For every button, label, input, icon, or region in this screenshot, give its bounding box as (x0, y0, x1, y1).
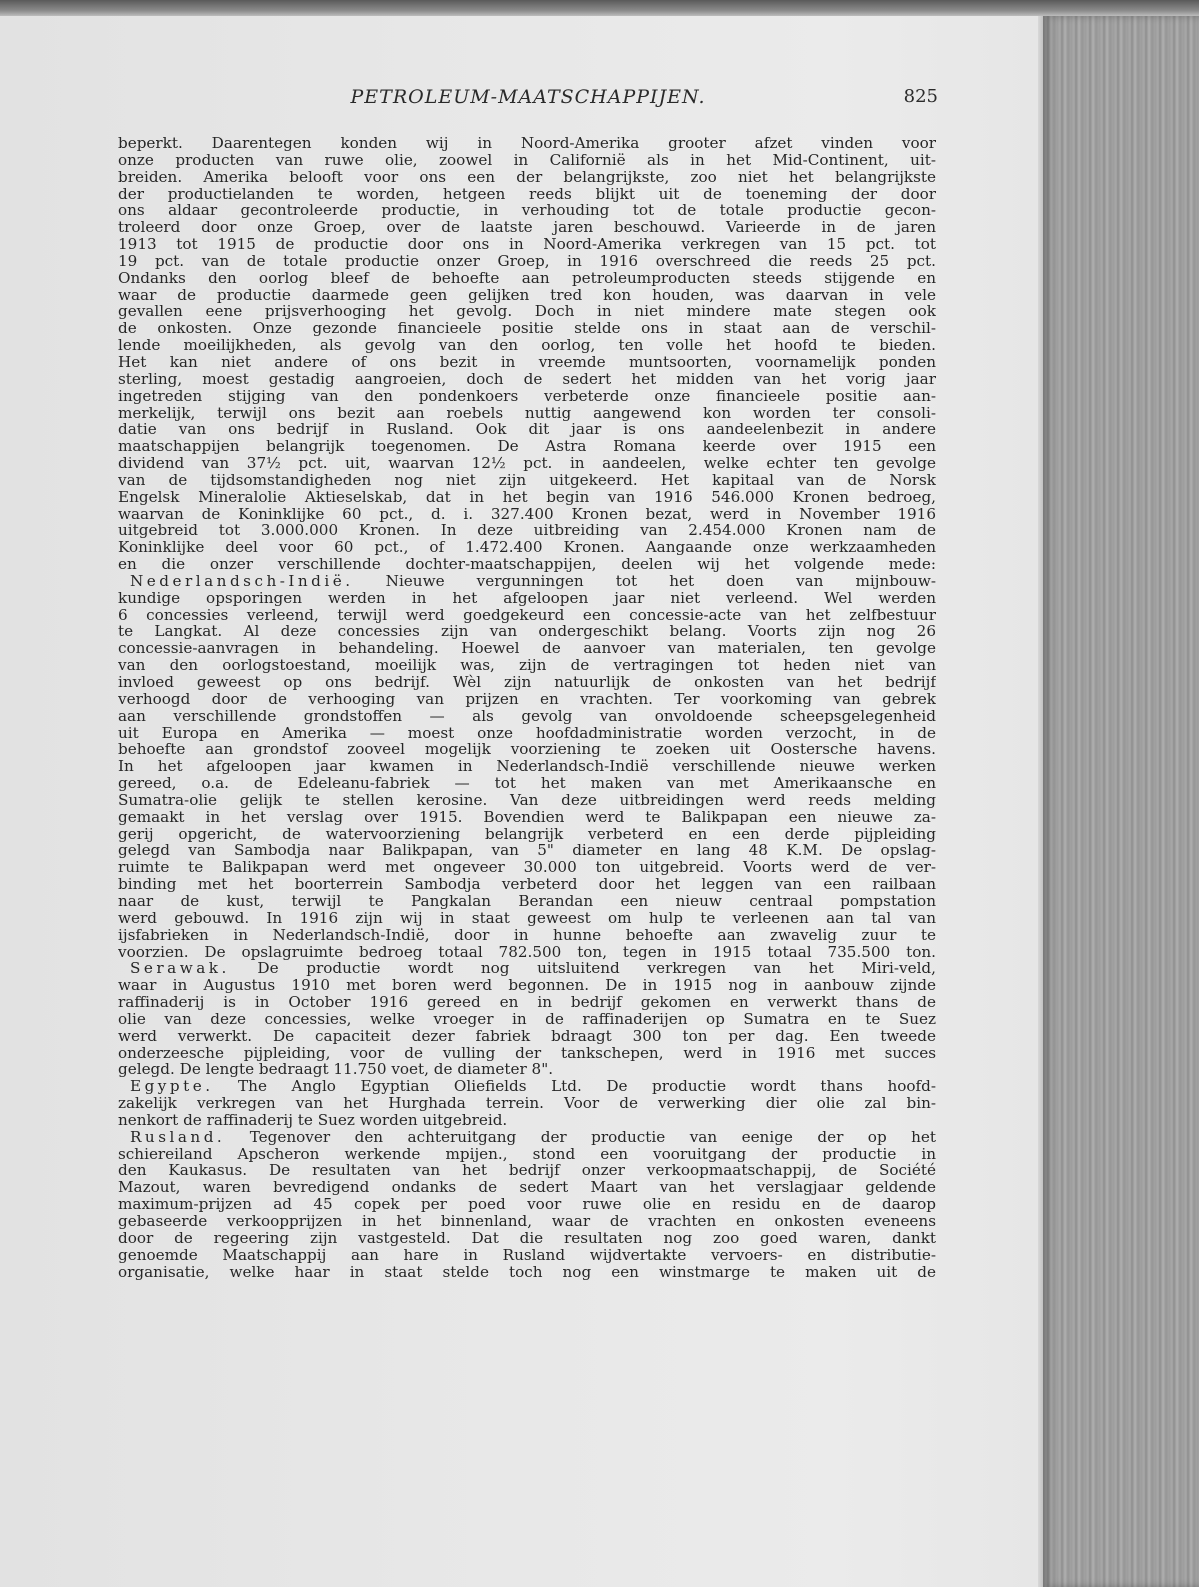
line-text: raffinaderij is in October 1916 gereed en in bedrijf gekomen en verwerkt thans de (118, 994, 936, 1011)
line-text: ijsfabrieken in Nederlandsch-Indië, door in hunne behoefte aan zwavelig zuur te (118, 926, 936, 944)
line-text: Sumatra-olie gelijk te stellen kerosine. Van deze uitbreidingen werd reeds melding (118, 791, 936, 809)
line-text: maatschappijen belangrijk toegenomen. De Astra Romana keerde over 1915 een (118, 438, 936, 456)
text-line (118, 944, 936, 961)
section-lead: Nederlandsch-Indië. (130, 572, 354, 590)
text-line (118, 1213, 936, 1230)
line-text: de onkosten. Onze gezonde financieele positie stelde ons in staat aan de verschil- (118, 320, 936, 338)
line-text: aan verschillende grondstoffen — als gevolg van onvoldoende scheepsgelegenheid (118, 707, 936, 725)
section-lead: Rusland. (130, 1128, 226, 1146)
running-title: PETROLEUM-MAATSCHAPPIJEN. (350, 86, 706, 108)
line-text: genoemde Maatschappij aan hare in Rusland wijdvertakte vervoers- en distributie- (118, 1246, 936, 1264)
text-line (118, 1045, 936, 1062)
section-heading-line (118, 1078, 936, 1095)
line-text: concessie-aanvragen in behandeling. Hoewel de aanvoer van materialen, ten gevolge (118, 640, 936, 658)
text-line (118, 1061, 936, 1078)
line-text: behoefte aan grondstof zooveel mogelijk voorziening te zoeken uit Oostersche havens. (118, 741, 936, 759)
text-line (118, 758, 936, 775)
line-text: lende moeilijkheden, als gevolg van den oorlog, ten volle het hoofd te bieden. (118, 337, 936, 354)
line-text: 1913 tot 1915 de productie door ons in Noord-Amerika verkregen van 15 pct. tot (118, 236, 936, 253)
text-line (118, 1264, 936, 1281)
text-line (118, 489, 936, 506)
line-text: van den oorlogstoestand, moeilijk was, zijn de vertragingen tot heden niet van (118, 657, 936, 674)
text-line (118, 910, 936, 927)
line-text: den Kaukasus. De resultaten van het bedrijf onzer verkoopmaatschappij, de Société (118, 1162, 936, 1180)
text-line (118, 539, 936, 556)
text-line (118, 455, 936, 472)
line-text: Ondanks den oorlog bleef de behoefte aan petroleumproducten steeds stijgende en (118, 269, 936, 287)
text-line (118, 1247, 936, 1264)
line-text: werd verwerkt. De capaciteit dezer fabriek bdraagt 300 ton per dag. Een tweede (118, 1027, 936, 1045)
book-page-stack-edge (1043, 16, 1199, 1587)
line-text: breiden. Amerika belooft voor ons een der belangrijkste, zoo niet het belangrijkste (118, 168, 936, 186)
line-text: gelegd van Sambodja naar Balikpapan, van 5" diameter en lang 48 K.M. De opslag- (118, 842, 936, 860)
text-line (118, 421, 936, 438)
text-line (118, 337, 936, 354)
line-text: ons aldaar gecontroleerde productie, in verhouding tot de totale productie gecon- (118, 202, 936, 220)
line-text: gereed, o.a. de Edeleanu-fabriek — tot het maken van met Amerikaansche en (118, 775, 936, 792)
line-text: zakelijk verkregen van het Hurghada terrein. Voor de verwerking dier olie zal bin- (118, 1095, 936, 1112)
text-line (118, 202, 936, 219)
text-line (118, 725, 936, 742)
line-text: Mazout, waren bevredigend ondanks de sedert Maart van het verslagjaar geldende (118, 1179, 936, 1197)
line-text: The Anglo Egyptian Oliefields Ltd. De productie wordt thans hoofd- (213, 1078, 936, 1096)
line-text: gelegd. De lengte bedraagt 11.750 voet, de diameter 8". (118, 1061, 554, 1079)
line-text: nenkort de raffinaderij te Suez worden uitgebreid. (118, 1111, 508, 1129)
section-lead: Serawak. (130, 960, 230, 978)
text-line (118, 253, 936, 270)
line-text: 19 pct. van de totale productie onzer Groep, in 1916 overschreed die reeds 25 pct. (118, 252, 936, 270)
line-text: organisatie, welke haar in staat stelde toch nog een winstmarge te maken uit de (118, 1263, 936, 1281)
text-line (118, 809, 936, 826)
line-text: verhoogd door de verhooging van prijzen en vrachten. Ter voorkoming van gebrek (118, 690, 936, 708)
text-line (118, 1146, 936, 1163)
text-line (118, 842, 936, 859)
line-text: beperkt. Daarentegen konden wij in Noord-Amerika grooter afzet vinden voor (118, 135, 936, 152)
line-text: ruimte te Balikpapan werd met ongeveer 30.000 ton uitgebreid. Voorts werd de ver- (118, 859, 936, 877)
section-heading-line (118, 960, 936, 977)
text-line (118, 1230, 936, 1247)
text-line (118, 236, 936, 253)
text-line (118, 320, 936, 337)
section-heading-line (118, 1129, 936, 1146)
text-line (118, 1162, 936, 1179)
text-line (118, 708, 936, 725)
text-line (118, 522, 936, 539)
line-text: troleerd door onze Groep, over de laatste jaren beschouwd. Varieerde in de jaren (118, 219, 936, 237)
line-text: De productie wordt nog uitsluitend verkregen van het Miri-veld, (229, 960, 936, 978)
text-line (118, 893, 936, 910)
text-line (118, 674, 936, 691)
body-text (118, 135, 936, 1280)
text-line (118, 388, 936, 405)
line-text: Koninklijke deel voor 60 pct., of 1.472.400 Kronen. Aangaande onze werkzaamheden (118, 539, 936, 557)
line-text: van de tijdsomstandigheden nog niet zijn uitgekeerd. Het kapitaal van de Norsk (118, 471, 936, 489)
text-line (118, 607, 936, 624)
line-text: binding met het boorterrein Sambodja verbeterd door het leggen van een railbaan (118, 876, 936, 893)
text-line (118, 826, 936, 843)
text-line (118, 623, 936, 640)
running-head (118, 86, 938, 114)
line-text: schiereiland Apscheron werkende mpijen., stond een vooruitgang der productie in (118, 1145, 936, 1163)
line-text: gemaakt in het verslag over 1915. Bovendien werd te Balikpapan een nieuwe za- (118, 808, 936, 826)
text-line (118, 994, 936, 1011)
text-line (118, 472, 936, 489)
text-line (118, 219, 936, 236)
line-text: gerij opgericht, de watervoorziening belangrijk verbeterd en een derde pijpleiding (118, 825, 936, 843)
text-line (118, 556, 936, 573)
text-line (118, 792, 936, 809)
line-text: Engelsk Mineralolie Aktieselskab, dat in het begin van 1916 546.000 Kronen bedroeg, (118, 488, 936, 506)
line-text: Nieuwe vergunningen tot het doen van mijnbouw- (353, 572, 936, 590)
section-lead: Egypte. (130, 1078, 214, 1096)
text-line (118, 270, 936, 287)
line-text: 6 concessies verleend, terwijl werd goedgekeurd een concessie-acte van het zelfbestuur (118, 606, 936, 624)
line-text: Tegenover den achteruitgang der productie van eenige der op het (225, 1128, 936, 1146)
line-text: der productielanden te worden, hetgeen reeds blijkt uit de toeneming der door (118, 185, 936, 203)
text-line (118, 438, 936, 455)
text-line (118, 927, 936, 944)
line-text: kundige opsporingen werden in het afgeloopen jaar niet verleend. Wel werden (118, 589, 936, 607)
text-line (118, 1011, 936, 1028)
text-line (118, 859, 936, 876)
line-text: merkelijk, terwijl ons bezit aan roebels nuttig aangewend kon worden ter consoli- (118, 404, 936, 422)
text-line (118, 287, 936, 304)
text-line (118, 775, 936, 792)
text-line (118, 506, 936, 523)
line-text: waarvan de Koninklijke 60 pct., d. i. 327.400 Kronen bezat, werd in November 1916 (118, 505, 936, 523)
line-text: naar de kust, terwijl te Pangkalan Berandan een nieuw centraal pompstation (118, 892, 936, 910)
line-text: onze producten van ruwe olie, zoowel in Californië als in het Mid-Continent, uit- (118, 151, 936, 169)
line-text: maximum-prijzen ad 45 copek per poed voor ruwe olie en residu en de daarop (118, 1196, 936, 1213)
text-line (118, 741, 936, 758)
text-line (118, 590, 936, 607)
text-line (118, 876, 936, 893)
page-number: 825 (903, 86, 938, 107)
line-text: werd gebouwd. In 1916 zijn wij in staat geweest om hulp te verleenen aan tal van (118, 909, 936, 927)
line-text: uitgebreid tot 3.000.000 Kronen. In deze uitbreiding van 2.454.000 Kronen nam de (118, 522, 936, 540)
text-line (118, 405, 936, 422)
text-line (118, 1196, 936, 1213)
text-line (118, 1028, 936, 1045)
text-line (118, 691, 936, 708)
text-line (118, 169, 936, 186)
line-text: ingetreden stijging van den pondenkoers verbeterde onze financieele positie aan- (118, 387, 936, 405)
line-text: gebaseerde verkoopprijzen in het binnenland, waar de vrachten en onkosten eveneens (118, 1213, 936, 1230)
line-text: uit Europa en Amerika — moest onze hoofdadministratie worden verzocht, in de (118, 724, 936, 742)
line-text: In het afgeloopen jaar kwamen in Nederlandsch-Indië verschillende nieuwe werken (118, 758, 936, 776)
line-text: olie van deze concessies, welke vroeger in de raffinaderijen op Sumatra en te Suez (118, 1010, 936, 1028)
text-line (118, 371, 936, 388)
text-line (118, 152, 936, 169)
text-line (118, 657, 936, 674)
line-text: en die onzer verschillende dochter-maatschappijen, deelen wij het volgende mede: (118, 556, 936, 573)
line-text: te Langkat. Al deze concessies zijn van ondergeschikt belang. Voorts zijn nog 26 (118, 623, 936, 641)
line-text: invloed geweest op ons bedrijf. Wèl zijn natuurlijk de onkosten van het bedrijf (118, 674, 936, 691)
line-text: waar in Augustus 1910 met boren werd begonnen. De in 1915 nog in aanbouw zijnde (118, 977, 936, 995)
line-text: datie van ons bedrijf in Rusland. Ook dit jaar is ons aandeelenbezit in andere (118, 421, 936, 439)
line-text: door de regeering zijn vastgesteld. Dat die resultaten nog zoo goed waren, dankt (118, 1229, 936, 1247)
text-line (118, 640, 936, 657)
text-line (118, 303, 936, 320)
line-text: sterling, moest gestadig aangroeien, doch de sedert het midden van het vorig jaar (118, 370, 936, 388)
text-line (118, 135, 936, 152)
line-text: voorzien. De opslagruimte bedroeg totaal 782.500 ton, tegen in 1915 totaal 735.500 ton. (118, 943, 936, 961)
text-line (118, 1179, 936, 1196)
section-heading-line (118, 573, 936, 590)
line-text: gevallen eene prijsverhooging het gevolg. Doch in niet mindere mate stegen ook (118, 303, 936, 321)
text-line (118, 977, 936, 994)
line-text: waar de productie daarmede geen gelijken tred kon houden, was daarvan in vele (118, 286, 936, 304)
line-text: dividend van 37½ pct. uit, waarvan 12½ pct. in aandeelen, welke echter ten gevolge (118, 455, 936, 472)
text-line (118, 186, 936, 203)
text-line (118, 1112, 936, 1129)
text-line (118, 354, 936, 371)
line-text: Het kan niet andere of ons bezit in vreemde muntsoorten, voornamelijk ponden (118, 353, 936, 371)
text-line (118, 1095, 936, 1112)
line-text: onderzeesche pijpleiding, voor de vulling der tankschepen, werd in 1916 met succes (118, 1044, 936, 1062)
